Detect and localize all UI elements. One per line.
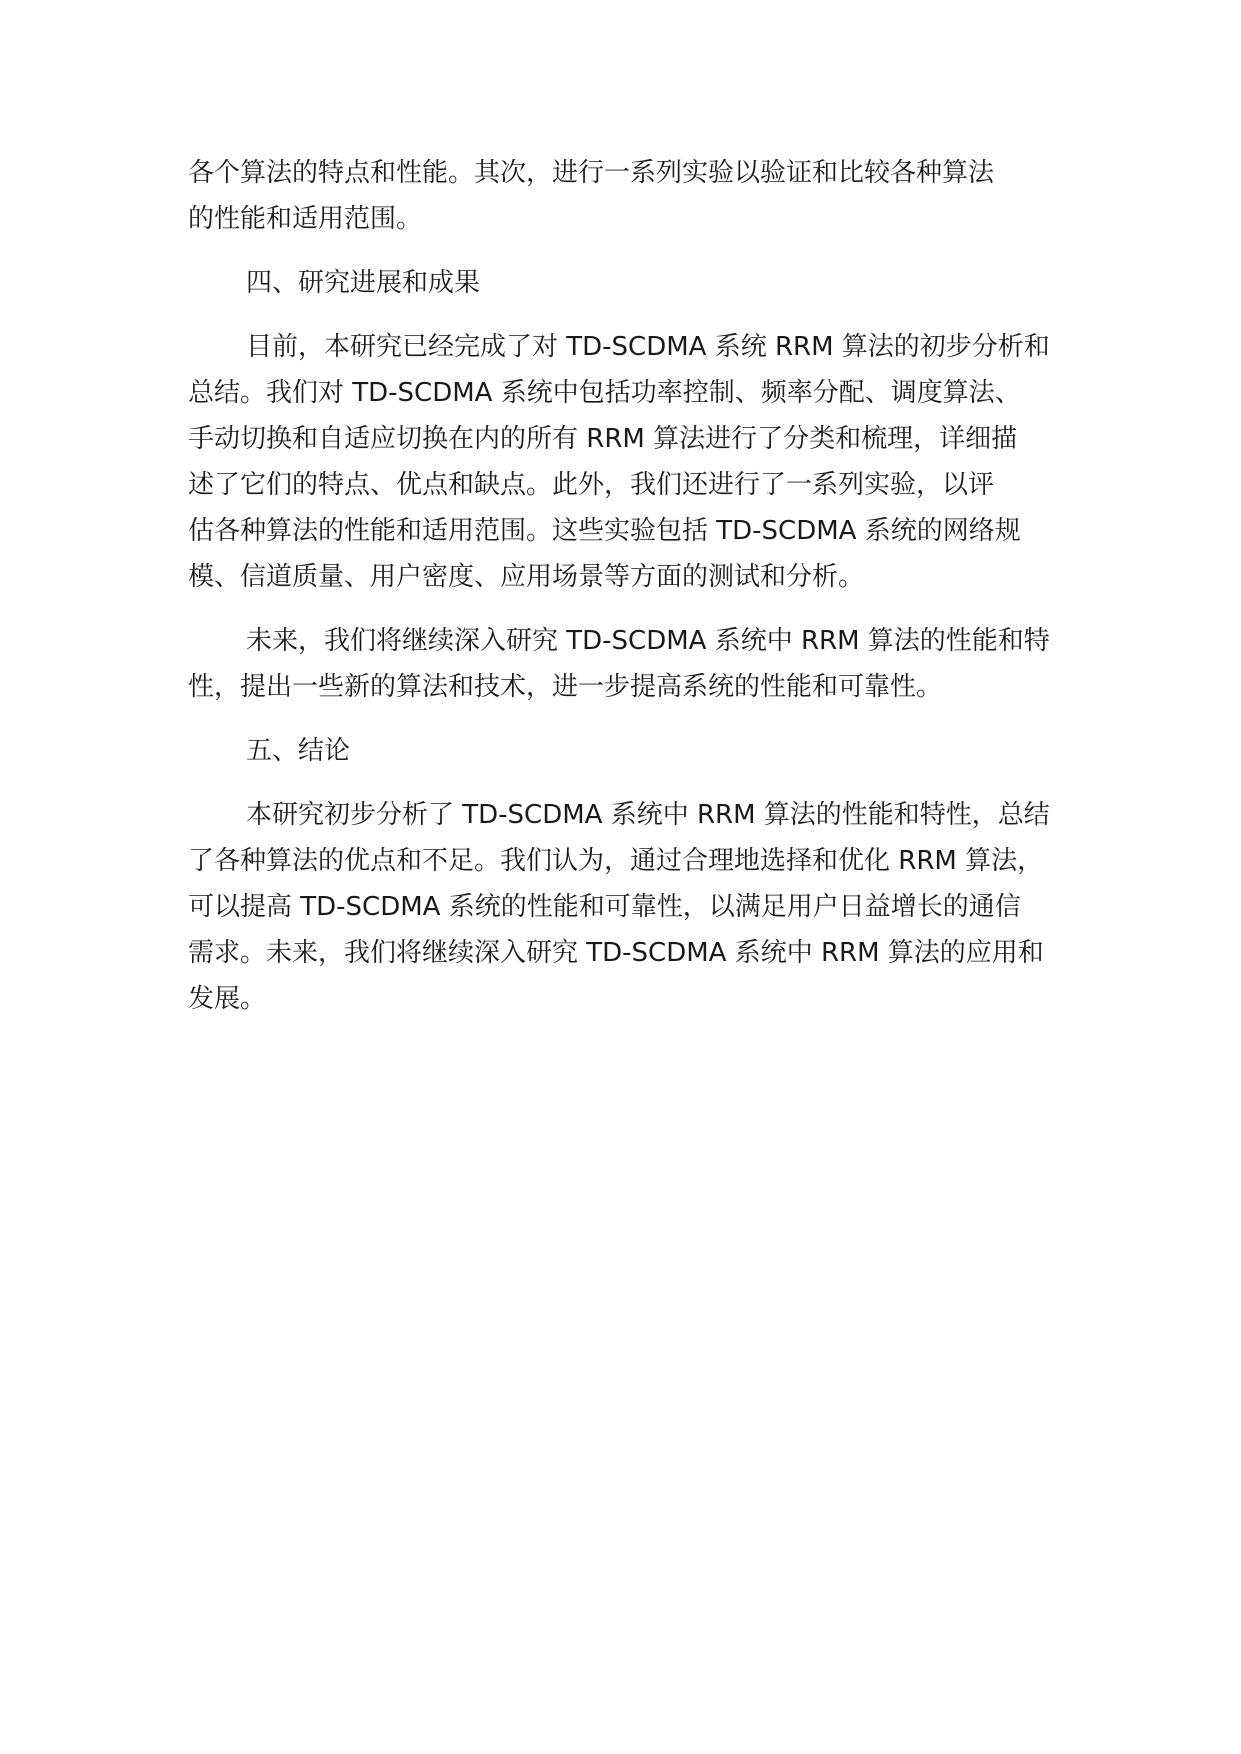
text-line: 模、信道质量、用户密度、应用场景等方面的测试和分析。	[188, 562, 865, 592]
paragraph-progress	[188, 324, 1088, 600]
text-line: 总结。我们对 TD-SCDMA 系统中包括功率控制、频率分配、调度算法、	[188, 378, 1021, 408]
text-line: 的性能和适用范围。	[188, 204, 423, 234]
heading-text: 四、研究进展和成果	[246, 268, 481, 298]
section-heading-conclusion	[188, 728, 1088, 774]
text-line: 各个算法的特点和性能。其次，进行一系列实验以验证和比较各种算法	[188, 158, 995, 188]
text-line: 发展。	[188, 984, 267, 1014]
text-line: 需求。未来，我们将继续深入研究 TD-SCDMA 系统中 RRM 算法的应用和	[188, 938, 1044, 968]
paragraph-intro-continuation	[188, 150, 1088, 242]
text-line: 述了它们的特点、优点和缺点。此外，我们还进行了一系列实验，以评	[188, 470, 995, 500]
document-body	[188, 150, 1088, 1040]
section-heading-progress	[188, 260, 1088, 306]
text-line: 了各种算法的优点和不足。我们认为，通过合理地选择和优化 RRM 算法，	[188, 846, 1044, 876]
text-line: 未来，我们将继续深入研究 TD-SCDMA 系统中 RRM 算法的性能和特	[246, 626, 1050, 656]
paragraph-future	[188, 618, 1088, 710]
text-line: 可以提高 TD-SCDMA 系统的性能和可靠性，以满足用户日益增长的通信	[188, 892, 1021, 922]
heading-text: 五、结论	[246, 736, 351, 766]
text-line: 本研究初步分析了 TD-SCDMA 系统中 RRM 算法的性能和特性，总结	[246, 800, 1050, 830]
text-line: 性，提出一些新的算法和技术，进一步提高系统的性能和可靠性。	[188, 672, 943, 702]
text-line: 估各种算法的性能和适用范围。这些实验包括 TD-SCDMA 系统的网络规	[188, 516, 1021, 546]
paragraph-conclusion	[188, 792, 1088, 1022]
text-line: 目前，本研究已经完成了对 TD-SCDMA 系统 RRM 算法的初步分析和	[246, 332, 1050, 362]
text-line: 手动切换和自适应切换在内的所有 RRM 算法进行了分类和梳理，详细描	[188, 424, 1018, 454]
